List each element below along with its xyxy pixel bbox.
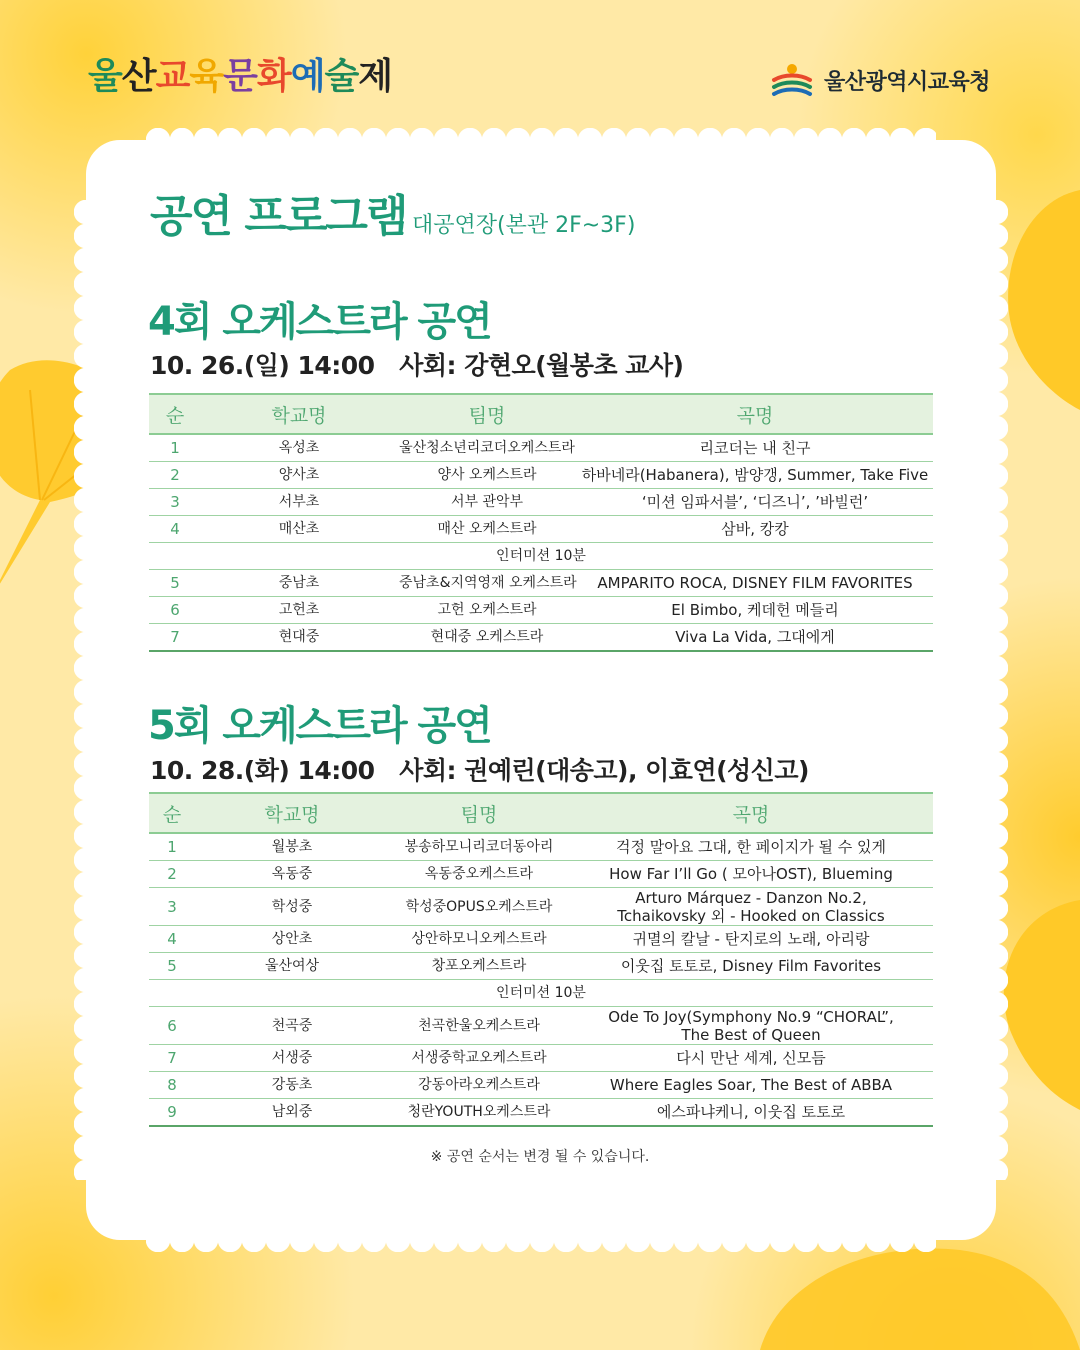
team-cell: 고헌 오케스트라 xyxy=(397,597,577,624)
song-cell: AMPARITO ROCA, DISNEY FILM FAVORITES xyxy=(577,570,933,597)
session-4-table xyxy=(149,393,933,652)
song-line: Ode To Joy(Symphony No.9 “CHORAL”, xyxy=(608,1007,894,1026)
school-cell: 서부초 xyxy=(201,489,397,516)
team-cell: 울산청소년리코더오케스트라 xyxy=(397,434,577,462)
table-row xyxy=(149,1099,933,1127)
song-cell: Where Eagles Soar, The Best of ABBA xyxy=(569,1072,933,1099)
logo-char: 예 xyxy=(290,56,325,97)
page-title: 공연 프로그램 xyxy=(150,191,407,242)
song-line: Tchaikovsky 외 - Hooked on Classics xyxy=(617,906,885,925)
col-header-order: 순 xyxy=(149,793,195,833)
table-row xyxy=(149,1045,933,1072)
table-row xyxy=(149,1072,933,1099)
school-cell: 상안초 xyxy=(195,926,389,953)
office-name: 울산광역시교육청 xyxy=(823,69,990,95)
intermission-cell: 인터미션 10분 xyxy=(149,543,933,570)
school-cell: 남외중 xyxy=(195,1099,389,1127)
team-cell: 현대중 오케스트라 xyxy=(397,624,577,652)
song-cell: 삼바, 캉캉 xyxy=(577,516,933,543)
song-cell: 하바네라(Habanera), 밤양갱, Summer, Take Five xyxy=(577,462,933,489)
team-cell: 양사 오케스트라 xyxy=(397,462,577,489)
song-cell xyxy=(569,888,933,926)
order-cell: 4 xyxy=(149,516,201,543)
order-cell: 2 xyxy=(149,861,195,888)
song-cell: 귀멸의 칼날 - 탄지로의 노래, 아리랑 xyxy=(569,926,933,953)
team-cell: 매산 오케스트라 xyxy=(397,516,577,543)
ginkgo-leaf-bottom-icon xyxy=(760,1240,1080,1350)
team-cell: 청란YOUTH오케스트라 xyxy=(389,1099,569,1127)
table-row xyxy=(149,888,933,926)
order-cell: 9 xyxy=(149,1099,195,1127)
team-cell: 강동아라오케스트라 xyxy=(389,1072,569,1099)
table-row xyxy=(149,833,933,861)
team-cell: 창포오케스트라 xyxy=(389,953,569,980)
school-cell: 고헌초 xyxy=(201,597,397,624)
logo-char: 울 xyxy=(88,56,122,97)
order-cell: 5 xyxy=(149,953,195,980)
table-header-row xyxy=(149,394,933,434)
school-cell: 양사초 xyxy=(201,462,397,489)
table-header-row xyxy=(149,793,933,833)
song-line: Arturo Márquez - Danzon No.2, xyxy=(635,888,867,907)
school-cell: 천곡중 xyxy=(195,1007,389,1045)
order-cell: 5 xyxy=(149,570,201,597)
session-5-host: 사회: 권예린(대송고), 이효연(성신고) xyxy=(399,756,809,785)
song-cell: 이웃집 토토로, Disney Film Favorites xyxy=(569,953,933,980)
festival-logo xyxy=(88,48,392,99)
team-cell: 중남초&지역영재 오케스트라 xyxy=(397,570,577,597)
team-cell: 상안하모니오케스트라 xyxy=(389,926,569,953)
col-header-school: 학교명 xyxy=(195,793,389,833)
logo-char: 제 xyxy=(358,56,393,97)
team-cell: 봉송하모니리코더동아리 xyxy=(389,833,569,861)
team-cell: 옥동중오케스트라 xyxy=(389,861,569,888)
order-cell: 2 xyxy=(149,462,201,489)
team-cell: 서생중학교오케스트라 xyxy=(389,1045,569,1072)
session-4-info xyxy=(150,346,683,382)
school-cell: 매산초 xyxy=(201,516,397,543)
order-cell: 7 xyxy=(149,624,201,652)
session-4-title: 4회 오케스트라 공연 xyxy=(148,299,491,345)
song-cell: Viva La Vida, 그대에게 xyxy=(577,624,933,652)
logo-char: 산 xyxy=(121,56,156,97)
col-header-song: 곡명 xyxy=(569,793,933,833)
session-5-table xyxy=(149,792,933,1127)
table-row xyxy=(149,624,933,652)
logo-char: 문 xyxy=(223,56,257,97)
education-office-emblem-icon xyxy=(770,62,814,98)
col-header-team: 팀명 xyxy=(389,793,569,833)
song-cell: 다시 만난 세계, 신모듬 xyxy=(569,1045,933,1072)
order-cell: 8 xyxy=(149,1072,195,1099)
logo-char: 육 xyxy=(189,56,224,97)
session-5-info xyxy=(150,751,809,787)
school-cell: 울산여상 xyxy=(195,953,389,980)
logo-char: 술 xyxy=(324,56,359,97)
team-cell: 학성중OPUS오케스트라 xyxy=(389,888,569,926)
table-row xyxy=(149,570,933,597)
col-header-song: 곡명 xyxy=(577,394,933,434)
col-header-order: 순 xyxy=(149,394,201,434)
table-row xyxy=(149,516,933,543)
school-cell: 학성중 xyxy=(195,888,389,926)
table-row xyxy=(149,434,933,462)
school-cell: 옥동중 xyxy=(195,861,389,888)
song-cell xyxy=(569,1007,933,1045)
office-logo xyxy=(770,62,990,98)
table-row xyxy=(149,861,933,888)
session-4-host: 사회: 강현오(월봉초 교사) xyxy=(399,351,684,380)
session-5-title: 5회 오케스트라 공연 xyxy=(148,703,491,749)
song-cell: 걱정 말아요 그대, 한 페이지가 될 수 있게 xyxy=(569,833,933,861)
school-cell: 중남초 xyxy=(201,570,397,597)
intermission-row xyxy=(149,543,933,570)
team-cell: 천곡한울오케스트라 xyxy=(389,1007,569,1045)
order-cell: 6 xyxy=(149,1007,195,1045)
intermission-cell: 인터미션 10분 xyxy=(149,980,933,1007)
table-row xyxy=(149,953,933,980)
song-cell: ‘미션 임파서블’, ‘디즈니’, ’바빌런’ xyxy=(577,489,933,516)
session-5-datetime: 10. 28.(화) 14:00 xyxy=(150,756,375,785)
logo-char: 교 xyxy=(155,56,190,97)
venue-label: 대공연장(본관 2F~3F) xyxy=(412,213,636,238)
team-cell: 서부 관악부 xyxy=(397,489,577,516)
schedule-change-note: ※ 공연 순서는 변경 될 수 있습니다. xyxy=(430,1149,650,1165)
table-row xyxy=(149,1007,933,1045)
table-row xyxy=(149,926,933,953)
order-cell: 4 xyxy=(149,926,195,953)
song-cell: El Bimbo, 케데헌 메들리 xyxy=(577,597,933,624)
order-cell: 1 xyxy=(149,833,195,861)
song-cell: 에스파냐케니, 이웃집 토토로 xyxy=(569,1099,933,1127)
song-cell: 리코더는 내 친구 xyxy=(577,434,933,462)
song-cell: How Far I’ll Go ( 모아나OST), Blueming xyxy=(569,861,933,888)
school-cell: 강동초 xyxy=(195,1072,389,1099)
school-cell: 서생중 xyxy=(195,1045,389,1072)
table-row xyxy=(149,597,933,624)
school-cell: 월봉초 xyxy=(195,833,389,861)
table-row xyxy=(149,489,933,516)
school-cell: 현대중 xyxy=(201,624,397,652)
table-row xyxy=(149,462,933,489)
song-line: The Best of Queen xyxy=(681,1025,821,1044)
session-4-datetime: 10. 26.(일) 14:00 xyxy=(150,351,375,380)
order-cell: 1 xyxy=(149,434,201,462)
col-header-school: 학교명 xyxy=(201,394,397,434)
intermission-row xyxy=(149,980,933,1007)
order-cell: 6 xyxy=(149,597,201,624)
school-cell: 옥성초 xyxy=(201,434,397,462)
logo-char: 화 xyxy=(256,56,291,97)
order-cell: 3 xyxy=(149,489,201,516)
order-cell: 7 xyxy=(149,1045,195,1072)
col-header-team: 팀명 xyxy=(397,394,577,434)
order-cell: 3 xyxy=(149,888,195,926)
